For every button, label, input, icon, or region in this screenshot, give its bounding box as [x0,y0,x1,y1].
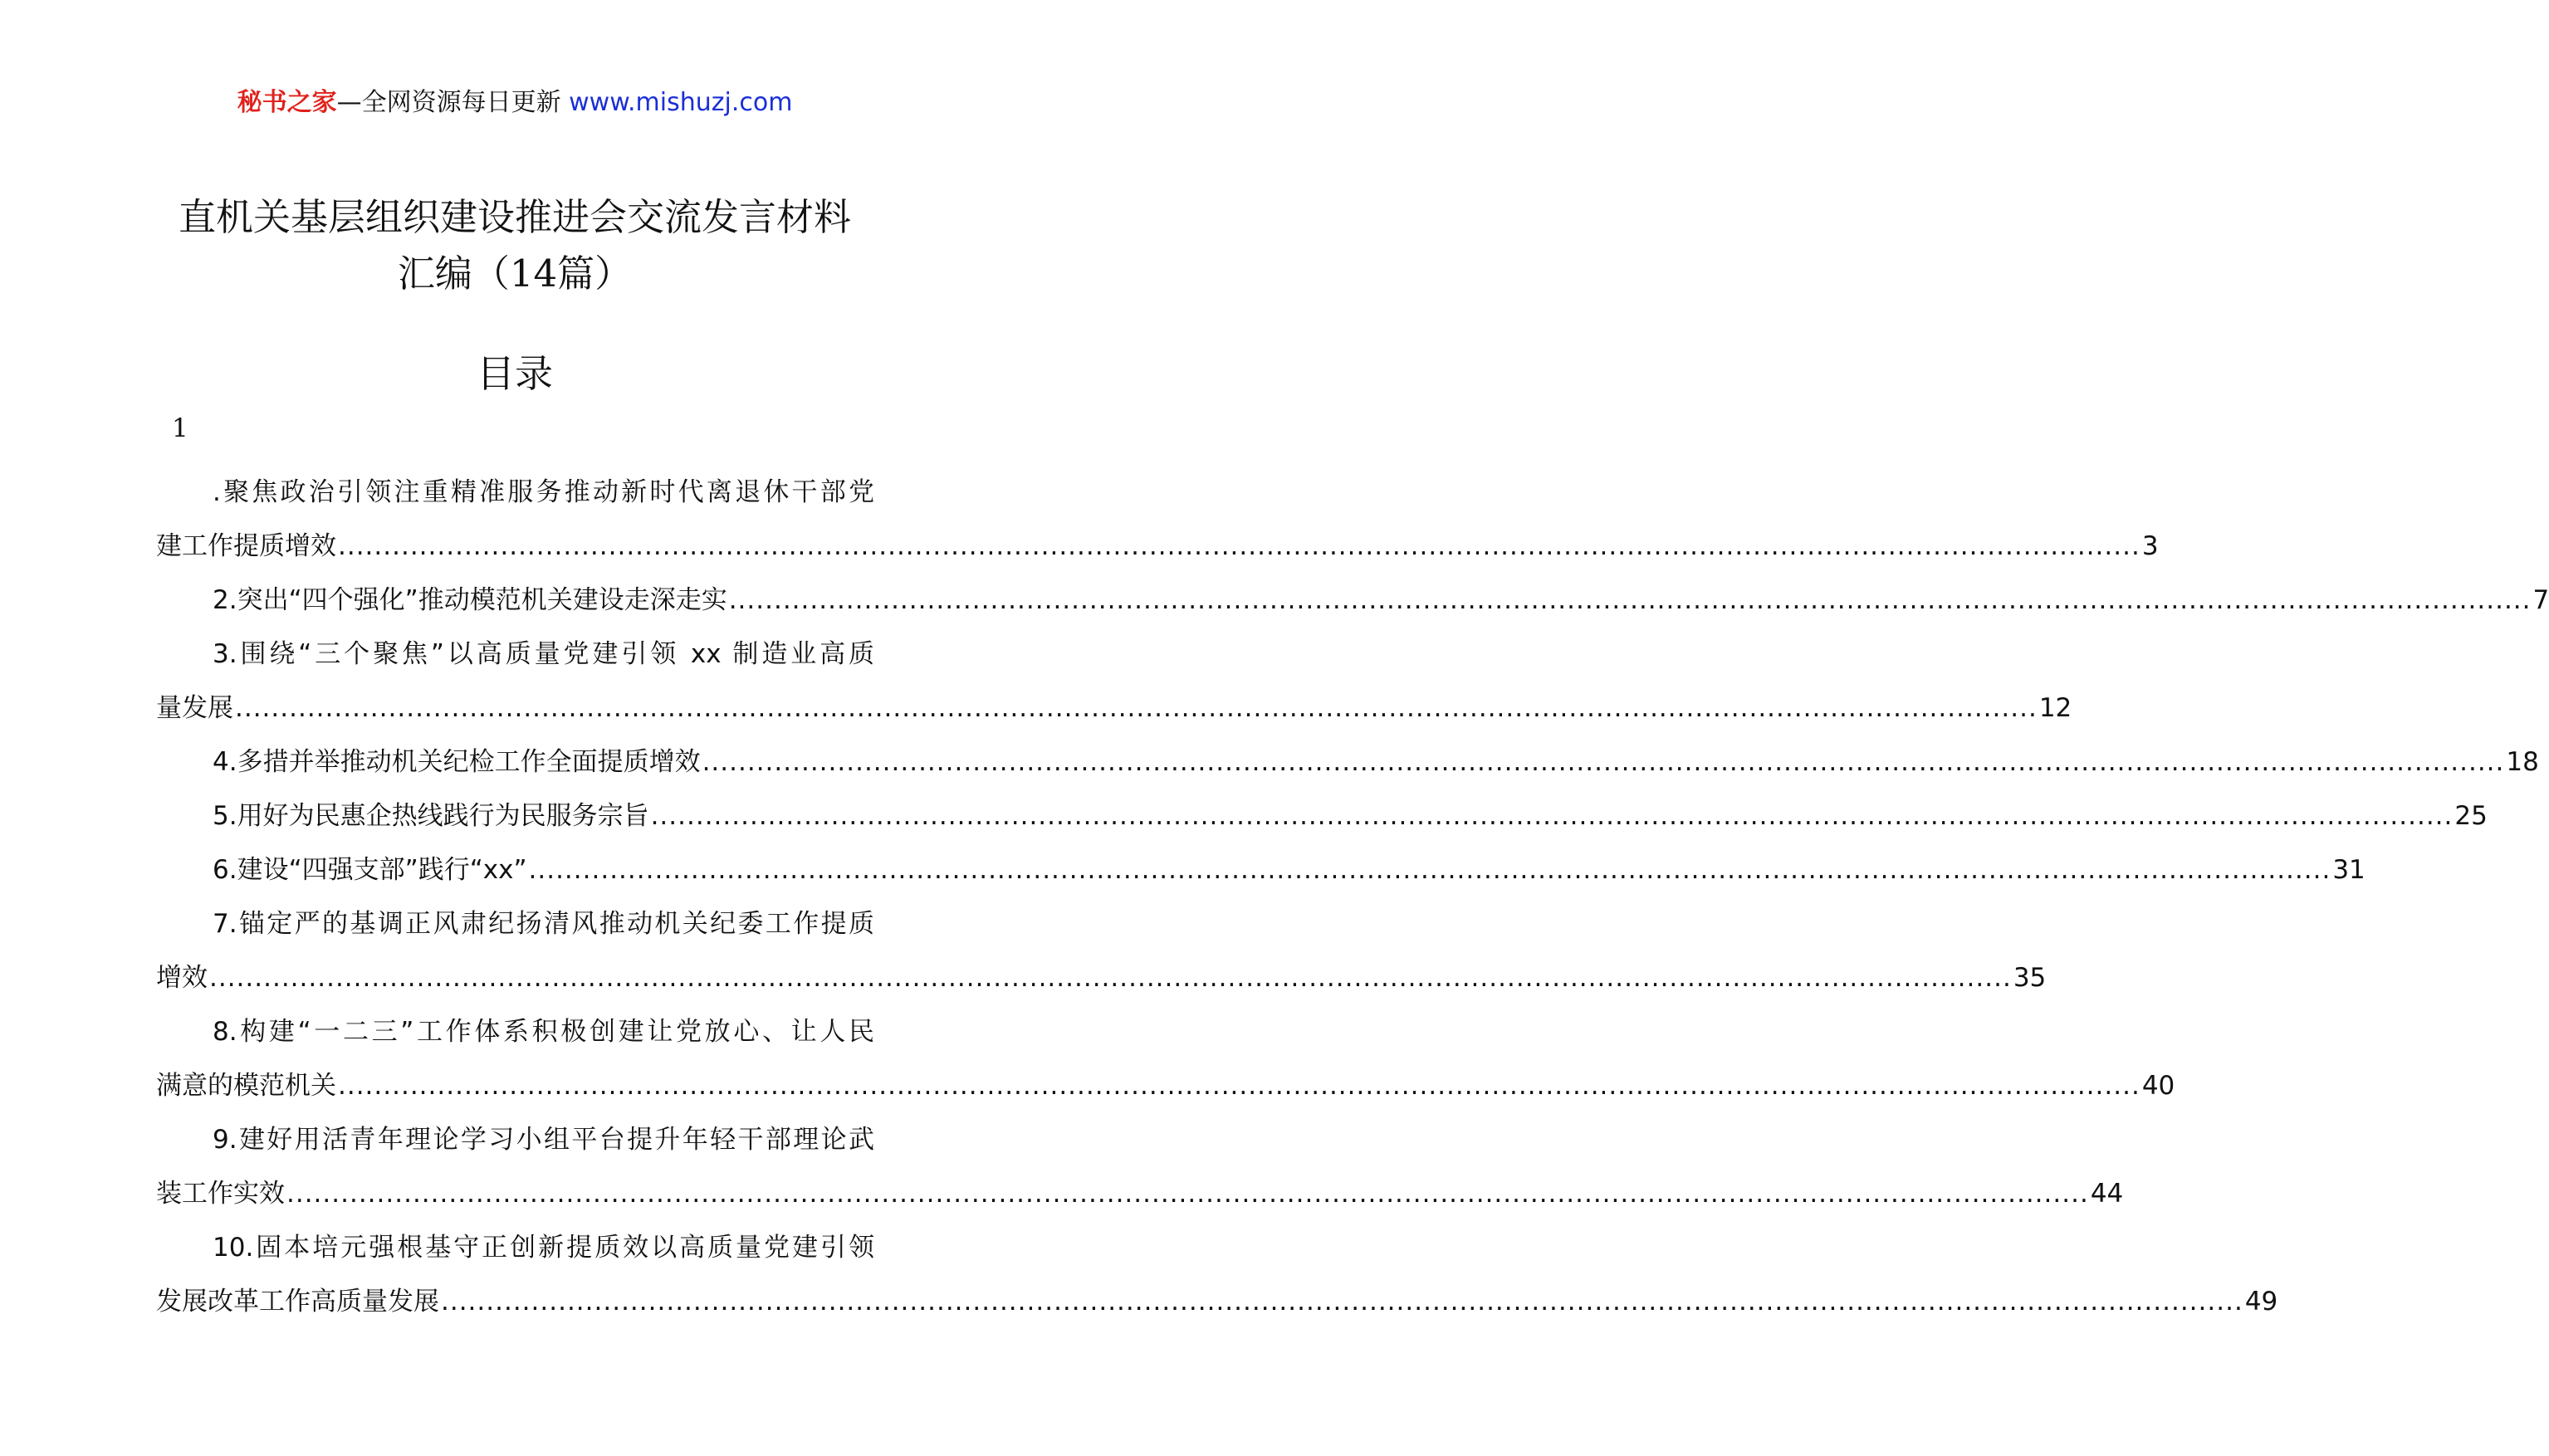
toc-page-number: 31 [2332,855,2366,885]
toc-entry-title: .聚焦政治引领注重精准服务推动新时代离退休干部党 [213,477,874,507]
toc-entry-title: 8.构建“一二三”工作体系积极创建让党放心、让人民 [213,1017,874,1047]
toc-entry-title: 7.锚定严的基调正风肃纪扬清风推动机关纪委工作提质 [213,909,874,939]
toc-page-number: 44 [2090,1179,2124,1209]
title-line-1: 直机关基层组织建设推进会交流发言材料 [178,195,851,239]
toc-entry[interactable] [156,897,2047,1005]
toc-page-number: 12 [2038,693,2072,723]
toc-page-number: 35 [2013,963,2047,993]
toc-entry[interactable] [156,628,2072,735]
toc-entry-title: 4.多措并举推动机关纪检工作全面提质增效 [213,747,701,777]
toc-entry-title: 6.建设“四强支部”践行“xx” [213,855,527,885]
toc-entry[interactable] [156,735,2539,789]
document-title [0,189,1030,302]
toc-entry-title: 5.用好为民惠企热线践行为民服务宗旨 [213,801,649,831]
dot-leader: ........................................................................................................................................................................................................ [338,1071,2140,1101]
dot-leader: ........................................................................................................................................................................................................ [528,855,2331,885]
dot-leader: ........................................................................................................................................................................................................ [209,963,2012,993]
toc-entry[interactable] [156,789,2488,843]
dot-leader: ........................................................................................................................................................................................................ [235,693,2038,723]
title-line-2-suffix: 篇） [557,252,633,296]
toc-entry-title: 增效 [156,963,208,993]
toc-entry-title: 2.突出“四个强化”推动模范机关建设走深走实 [213,585,727,615]
toc-entry[interactable] [156,1005,2175,1113]
toc-page-number: 49 [2244,1287,2278,1317]
toc-entry[interactable] [156,843,2366,897]
toc-entry-title: 建工作提质增效 [156,531,336,561]
dot-leader: ........................................................................................................................................................................................................ [441,1287,2243,1317]
toc-page-number: 18 [2506,747,2539,777]
toc-entry-title: 满意的模范机关 [156,1071,336,1101]
toc-entry[interactable] [156,1221,2278,1329]
tagline: —全网资源每日更新 [336,88,570,117]
site-header [0,86,1030,120]
toc-page-number: 25 [2454,801,2488,831]
dot-leader: ........................................................................................................................................................................................................ [286,1179,2089,1209]
toc-entry-title: 3.围绕“三个聚焦”以高质量党建引领 xx 制造业高质 [213,639,874,669]
title-count: 14 [509,252,558,296]
dot-leader: ........................................................................................................................................................................................................ [728,585,2532,615]
dot-leader: ........................................................................................................................................................................................................ [650,801,2454,831]
dot-leader: ........................................................................................................................................................................................................ [702,747,2505,777]
stray-number: 1 [172,413,188,443]
toc-entry[interactable] [156,574,2549,628]
toc-entry-title: 9.建好用活青年理论学习小组平台提升年轻干部理论武 [213,1125,874,1155]
toc-page-number: 40 [2141,1071,2175,1101]
site-url[interactable]: www.mishuzj.com [569,88,793,117]
toc-page-number: 7 [2532,585,2549,615]
title-line-2-prefix: 汇编（ [397,252,510,296]
table-of-contents [156,466,2549,1329]
toc-entry[interactable] [156,1113,2124,1221]
toc-page-number: 3 [2141,531,2159,561]
title-line-2 [0,246,1030,302]
brand-name: 秘书之家 [237,88,337,117]
toc-entry-title: 发展改革工作高质量发展 [156,1287,439,1317]
toc-entry-title: 量发展 [156,693,233,723]
toc-heading: 目录 [477,351,553,396]
dot-leader: ........................................................................................................................................................................................................ [338,531,2140,561]
toc-entry-title: 10.固本培元强根基守正创新提质效以高质量党建引领 [213,1233,874,1263]
toc-entry-title: 装工作实效 [156,1179,285,1209]
toc-entry[interactable] [156,466,2159,574]
